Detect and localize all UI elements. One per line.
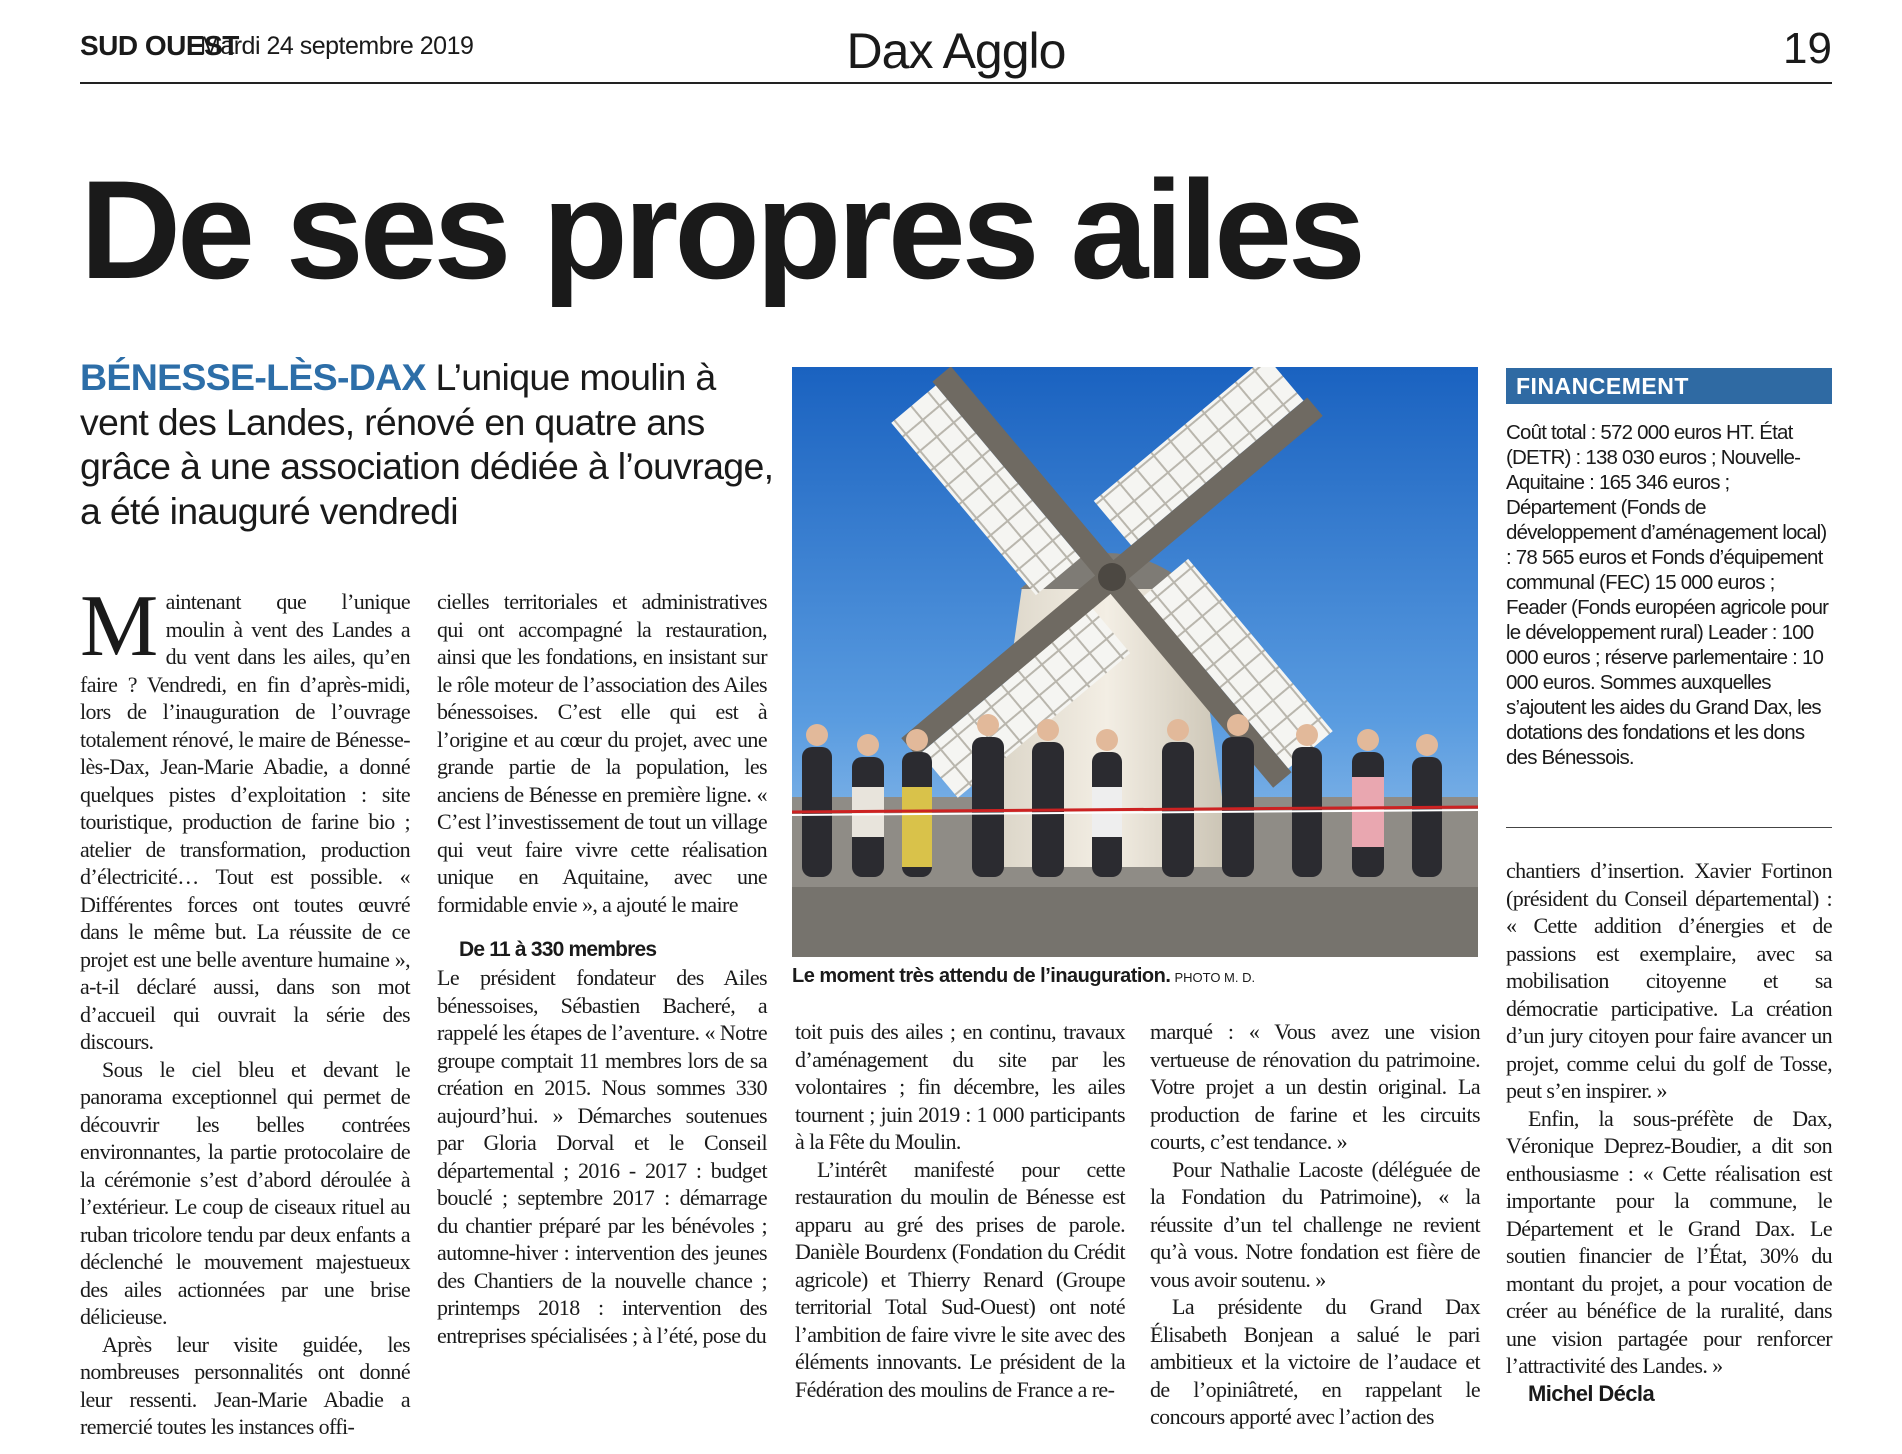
article-paragraph: Après leur visite guidée, les nombreuses personnalités ont donné leur ressenti. Jean-Marie Abadie a remercié toutes les instances offi-: [80, 1331, 410, 1439]
article-paragraph: toit puis des ailes ; en continu, travaux d’aménagement du site par les volontaires ; fin décembre, les ailes tournent ; juin 2019 : 1 000 participants à la Fête du Moulin.: [795, 1019, 1125, 1154]
photo-credit: PHOTO M. D.: [1174, 970, 1256, 985]
masthead: [80, 22, 1832, 82]
article-column-5: [1506, 857, 1832, 1407]
article-column-4: [1150, 1018, 1480, 1431]
section-title: Dax Agglo: [846, 23, 1066, 79]
article-column-2: [437, 588, 767, 1349]
masthead-rule: [80, 82, 1832, 84]
article-paragraph: cielles territoriales et administratives qui ont accompagné la restauration, ainsi que les fondations, en insistant sur le rôle moteur de l’association des Ailes bénessoises. C’est elle qui est à l’origine et au cœur du projet, avec une grande partie de la population, les anciens de Bénesse en première ligne. « C’est l’investissement de tout un village qui veut faire vivre cette réalisation unique en Aquitaine, avec une formidable envie », a ajouté le maire: [437, 589, 767, 917]
article-paragraph: L’intérêt manifesté pour cette restauration du moulin de Bénesse est apparu au gré des prises de parole. Danièle Bourdenx (Fondation du Crédit agricole) et Thierry Renard (Groupe territorial Total Sud-Ouest) ont noté l’ambition de faire vivre le site avec des éléments innovants. Le président de la Fédération des moulins de France a re-: [795, 1156, 1125, 1402]
newspaper-brand: SUD OUEST: [80, 30, 239, 61]
article-paragraph: Maintenant que l’unique moulin à vent des Landes a du vent dans les ailes, qu’en faire ? Vendredi, en fin d’après-midi, lors de l’inauguration de l’ouvrage totalement rénové, le maire de Bénesse-lès-Dax, Jean-Marie Abadie, a donné quelques pistes d’exploitation : site touristique, production de farine bio ; atelier de transformation, production d’électricité… Tout est possible. « Différentes forces ont toutes œuvré dans le même but. La réussite de ce projet est une belle aventure humaine », a-t-il déclaré aussi, dans son mot d’accueil qui ouvrait la série des discours.: [80, 578, 410, 1054]
article-paragraph: Pour Nathalie Lacoste (déléguée de la Fondation du Patrimoine), « la réussite d’un tel challenge ne revient qu’à vous. Notre fondation est fière de vous avoir soutenu. »: [1150, 1156, 1480, 1292]
article-paragraph: chantiers d’insertion. Xavier Fortinon (président du Conseil départemental) : « Cette addition d’énergies et de passions est exemplaire, avec sa mobilisation citoyenne et sa démocratie participative. La création d’un jury citoyen pour faire avancer un projet, comme celui du golf de Tosse, peut s’en inspirer. »: [1506, 858, 1832, 1103]
drop-cap: M: [80, 578, 158, 675]
deck: [80, 355, 780, 533]
article-paragraph: Sous le ciel bleu et devant le panorama exceptionnel qui permet de découvrir les belles contrées environnantes, la partie protocolaire de la cérémonie s’est d’abord déroulée à l’extérieur. Le coup de ciseaux rituel au ruban tricolore tendu par deux enfants a déclenché le mouvement majestueux des ailes actionnées par une brise délicieuse.: [80, 1056, 410, 1329]
article-paragraph: La présidente du Grand Dax Élisabeth Bonjean a salué le pari ambitieux et la victoire de l’audace et de l’opiniâtreté, en rappelant le concours apporté avec l’action des: [1150, 1294, 1480, 1429]
page-number: 19: [1783, 24, 1832, 73]
headline: De ses propres ailes: [80, 151, 1362, 308]
article-paragraph: marqué : « Vous avez une vision vertueuse de rénovation du patrimoine. Votre projet a un destin original. La production de farine et les circuits courts, c’est tendance. »: [1150, 1019, 1480, 1154]
article-column-1: [80, 578, 410, 1441]
windmill-photo: [792, 367, 1478, 957]
sidebar-title: FINANCEMENT: [1506, 368, 1832, 404]
article-paragraph: Le président fondateur des Ailes bénessoises, Sébastien Bacheré, a rappelé les étapes de l’aventure. « Notre groupe comptait 11 membres lors de sa création en 2015. Nous sommes 330 aujourd’hui. » Démarches soutenues par Gloria Dorval et le Conseil départemental ; 2016 - 2017 : budget bouclé ; septembre 2017 : démarrage du chantier préparé par les bénévoles ; automne-hiver : intervention des jeunes des Chantiers de la nouvelle chance ; printemps 2018 : intervention des entreprises spécialisées ; à l’été, pose du: [437, 965, 767, 1348]
article-column-3: [795, 1018, 1125, 1403]
deck-place: BÉNESSE-LÈS-DAX: [80, 356, 426, 398]
author-signature: Michel Décla: [1528, 1380, 1655, 1406]
sidebar-rule: [1506, 827, 1832, 828]
subheading: De 11 à 330 membres: [459, 938, 657, 961]
photo-caption: [792, 965, 1478, 988]
caption-text: Le moment très attendu de l’inauguration.: [792, 965, 1171, 987]
windmill-illustration: [792, 367, 1478, 957]
sidebar-body: Coût total : 572 000 euros HT. État (DETR) : 138 030 euros ; Nouvelle-Aquitaine : 165 346 euros ; Département (Fonds de développement d’aménagement local) : 78 565 euros et Fonds d’équipement communal (FEC) 15 000 euros ; Feader (Fonds européen agricole pour le développement rural) Leader : 100 000 euros ; réserve parlementaire : 10 000 euros. Sommes auxquelles s’ajoutent les aides du Grand Dax, les dotations des fondations et les dons des Bénessois.: [1506, 421, 1829, 769]
deck-text: L’unique moulin à vent des Landes, rénové en quatre ans grâce à une association dédiée à l’ouvrage, a été inauguré vendredi: [80, 356, 774, 532]
article-paragraph: Enfin, la sous-préfète de Dax, Véronique Deprez-Boudier, a dit son enthousiasme : « Cette réalisation est importante pour la commune, le Département et le Grand Dax. Le soutien financier de l’État, 30% du montant du projet, a pour vocation de créer au bénéfice de la ruralité, dans une vision partagée pour renforcer l’attractivité des Landes. »: [1506, 1105, 1832, 1378]
issue-date: Mardi 24 septembre 2019: [200, 32, 474, 60]
